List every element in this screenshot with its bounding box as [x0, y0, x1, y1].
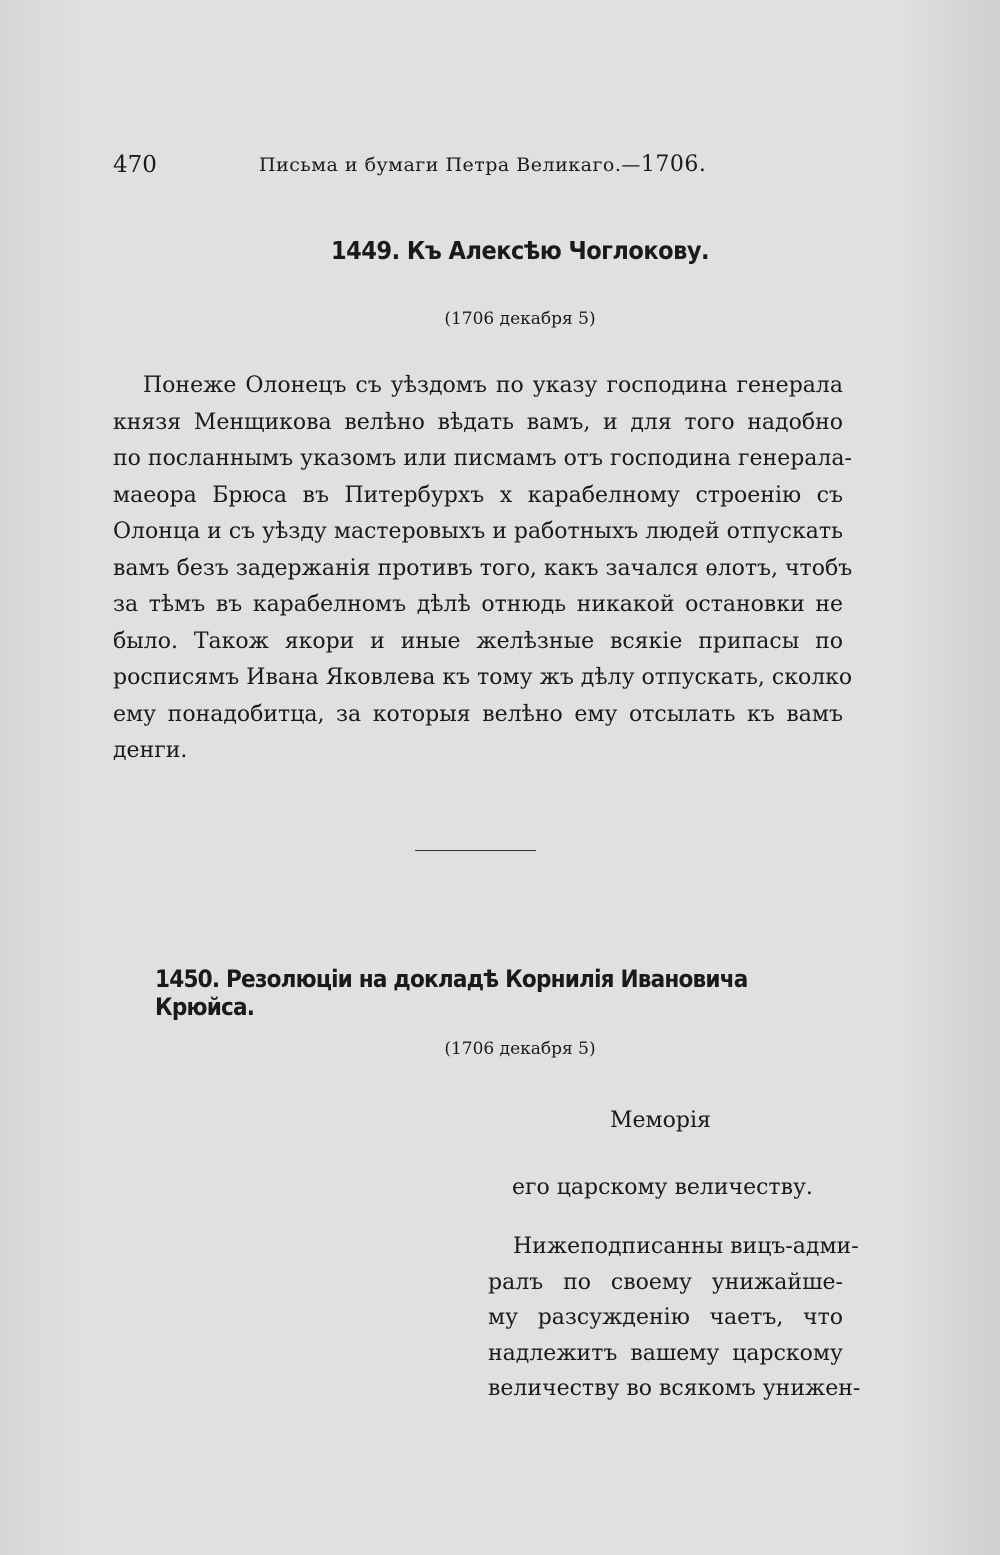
letter-1450-heading: 1450. Резолюціи на докладѣ Корнилія Ивановича Крюйса.: [155, 965, 748, 1021]
body-line: денги.: [113, 738, 188, 763]
body-line: Понеже Олонецъ съ уѣздомъ по указу господина генерала: [143, 373, 843, 398]
memoria-address: его царскому величеству.: [512, 1175, 813, 1200]
memoria-title: Меморія: [610, 1108, 711, 1133]
memoria-line: величеству во всякомъ унижен-: [488, 1376, 861, 1401]
memoria-line: Нижеподписанны вицъ-адми-: [513, 1234, 859, 1259]
body-line: князя Менщикова велѣно вѣдать вамъ, и для того надобно: [113, 409, 843, 435]
running-header: [113, 152, 843, 188]
letter-1449-date: (1706 декабря 5): [444, 309, 596, 329]
memoria-body: [488, 1229, 861, 1407]
body-line: по посланнымъ указомъ или писмамъ отъ господина генерала-: [113, 446, 852, 471]
body-line: ему понадобитца, за которыя велѣно ему отсылать къ вамъ: [113, 701, 843, 727]
running-title: [259, 152, 706, 177]
body-line: вамъ безъ задержанія противъ того, какъ зачался ѳлотъ, чтобъ: [113, 555, 853, 581]
body-line: за тѣмъ въ карабелномъ дѣлѣ отнюдь никакой остановки не: [113, 592, 843, 617]
memoria-line: ралъ по своему унижайше-: [488, 1269, 843, 1295]
body-line: росписямъ Ивана Яковлева къ тому жъ дѣлу отпускать, сколко: [113, 665, 853, 690]
letter-1449-body: [113, 368, 853, 770]
memoria-line: надлежитъ вашему царскому: [488, 1340, 843, 1366]
body-line: было. Також якори и иные желѣзные всякіе припасы по: [113, 628, 843, 654]
running-title-year: 1706.: [640, 152, 707, 177]
body-line: маеора Брюса въ Питербурхъ х карабелному строенію съ: [113, 482, 843, 508]
running-title-text: Письма и бумаги Петра Великаго.—: [259, 154, 641, 176]
body-line: Олонца и съ уѣзду мастеровыхъ и работныхъ людей отпускать: [113, 519, 843, 544]
section-divider: [415, 850, 536, 851]
letter-1450-date: (1706 декабря 5): [444, 1039, 596, 1059]
page-number: 470: [113, 152, 157, 178]
letter-1449-heading: 1449. Къ Алексѣю Чоглокову.: [330, 236, 710, 265]
memoria-line: му разсужденію чаетъ, что: [488, 1305, 843, 1330]
